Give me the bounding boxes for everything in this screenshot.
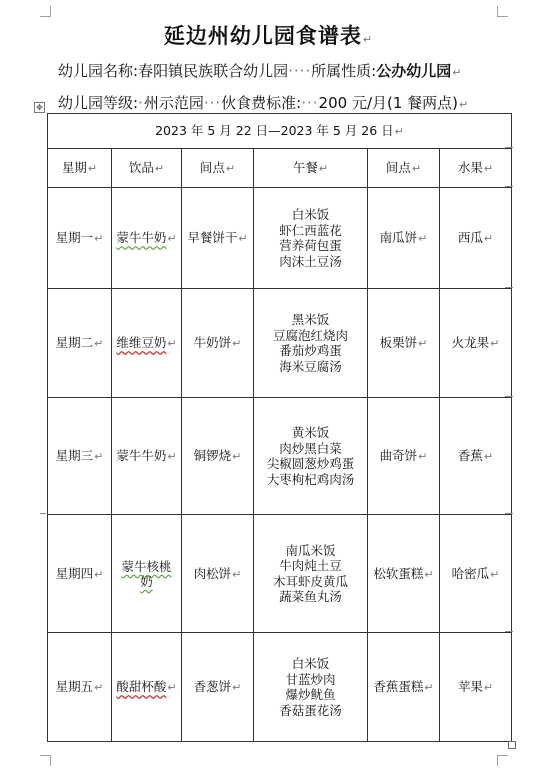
menu-table <box>47 113 512 742</box>
header-cell[interactable]: 水果↵ <box>440 149 512 188</box>
spacing-dots: ··· <box>203 94 222 112</box>
type-value: 公办幼儿园 <box>376 62 452 80</box>
lunch-cell[interactable]: 白米饭 虾仁西蓝花 营养荷包蛋 肉沫土豆汤 <box>254 188 368 289</box>
drink-cell[interactable]: 酸甜杯酸↵ <box>112 633 182 742</box>
row-end-mark <box>505 287 513 288</box>
info-line-name[interactable] <box>58 60 461 81</box>
paragraph-mark: ↵ <box>459 98 469 111</box>
drink-cell[interactable]: 维维豆奶↵ <box>112 289 182 398</box>
snack-cell[interactable]: 板栗饼↵ <box>368 289 440 398</box>
fruit-cell[interactable]: 西瓜↵ <box>440 188 512 289</box>
table-row <box>48 398 512 515</box>
table-move-handle-icon[interactable]: ✥ <box>34 102 45 113</box>
level-label: 幼儿园等级: <box>58 94 139 112</box>
day-cell[interactable]: 星期五↵ <box>48 633 112 742</box>
snack-cell[interactable]: 香蕉蛋糕↵ <box>368 633 440 742</box>
fee-label: 伙食费标准: <box>221 94 302 112</box>
lunch-cell[interactable]: 白米饭 甘蓝炒肉 爆炒鱿鱼 香菇蛋花汤 <box>254 633 368 742</box>
table-row <box>48 633 512 742</box>
row-end-mark <box>505 513 513 514</box>
snack-cell[interactable]: 曲奇饼↵ <box>368 398 440 515</box>
day-cell[interactable]: 星期一↵ <box>48 188 112 289</box>
row-end-mark <box>505 186 513 187</box>
spacing-dots: ···· <box>288 62 312 80</box>
paragraph-mark: ↵ <box>452 66 462 79</box>
spacing-dots: ··· <box>301 94 319 112</box>
row-end-mark <box>505 631 513 632</box>
info-line-level[interactable] <box>58 92 468 113</box>
header-row <box>48 149 512 188</box>
header-cell[interactable]: 星期↵ <box>48 149 112 188</box>
row-start-mark <box>40 513 46 514</box>
page-corner-mark <box>497 6 508 17</box>
fruit-cell[interactable]: 火龙果↵ <box>440 289 512 398</box>
day-cell[interactable]: 星期二↵ <box>48 289 112 398</box>
paragraph-mark: ↵ <box>362 33 374 46</box>
date-row <box>48 114 512 149</box>
table-row <box>48 515 512 633</box>
type-label: 所属性质: <box>311 62 377 80</box>
header-cell[interactable]: 间点↵ <box>368 149 440 188</box>
row-end-mark <box>505 396 513 397</box>
header-cell[interactable]: 午餐↵ <box>254 149 368 188</box>
lunch-cell[interactable]: 黑米饭 豆腐泡红烧肉 番茄炒鸡蛋 海米豆腐汤 <box>254 289 368 398</box>
day-cell[interactable]: 星期四↵ <box>48 515 112 633</box>
page-corner-mark <box>40 6 51 17</box>
level-value: 州示范园 <box>143 94 204 112</box>
drink-cell[interactable]: 蒙牛牛奶↵ <box>112 188 182 289</box>
snack-cell[interactable]: 南瓜饼↵ <box>368 188 440 289</box>
snack-cell[interactable]: 肉松饼↵ <box>182 515 254 633</box>
lunch-cell[interactable]: 黄米饭 肉炒黑白菜 尖椒圆葱炒鸡蛋 大枣枸杞鸡肉汤 <box>254 398 368 515</box>
fruit-cell[interactable]: 苹果↵ <box>440 633 512 742</box>
name-label: 幼儿园名称: <box>58 62 139 80</box>
snack-cell[interactable]: 早餐饼干↵ <box>182 188 254 289</box>
page-corner-mark <box>497 755 508 766</box>
fee-value: 200 元/月(1 餐两点) <box>318 94 459 112</box>
date-range-cell[interactable]: 2023 年 5 月 22 日—2023 年 5 月 26 日↵ <box>48 114 512 149</box>
drink-cell[interactable]: 蒙牛牛奶↵ <box>112 398 182 515</box>
spacing-dots: · <box>138 94 144 112</box>
fruit-cell[interactable]: 哈密瓜↵ <box>440 515 512 633</box>
day-cell[interactable]: 星期三↵ <box>48 398 112 515</box>
header-cell[interactable]: 饮品↵ <box>112 149 182 188</box>
header-cell[interactable]: 间点↵ <box>182 149 254 188</box>
page-corner-mark <box>40 755 51 766</box>
document-title[interactable]: 延边州幼儿园食谱表↵ <box>163 24 374 48</box>
snack-cell[interactable]: 香葱饼↵ <box>182 633 254 742</box>
table-row <box>48 188 512 289</box>
drink-cell[interactable]: 蒙牛核桃奶 <box>112 515 182 633</box>
lunch-cell[interactable]: 南瓜米饭 牛肉炖土豆 木耳虾皮黄瓜 蔬菜鱼丸汤 <box>254 515 368 633</box>
row-end-mark <box>505 147 513 148</box>
snack-cell[interactable]: 松软蛋糕↵ <box>368 515 440 633</box>
fruit-cell[interactable]: 香蕉↵ <box>440 398 512 515</box>
table-row <box>48 289 512 398</box>
snack-cell[interactable]: 牛奶饼↵ <box>182 289 254 398</box>
snack-cell[interactable]: 铜锣烧↵ <box>182 398 254 515</box>
name-value: 春阳镇民族联合幼儿园 <box>138 62 289 80</box>
table-resize-handle[interactable] <box>508 741 516 749</box>
